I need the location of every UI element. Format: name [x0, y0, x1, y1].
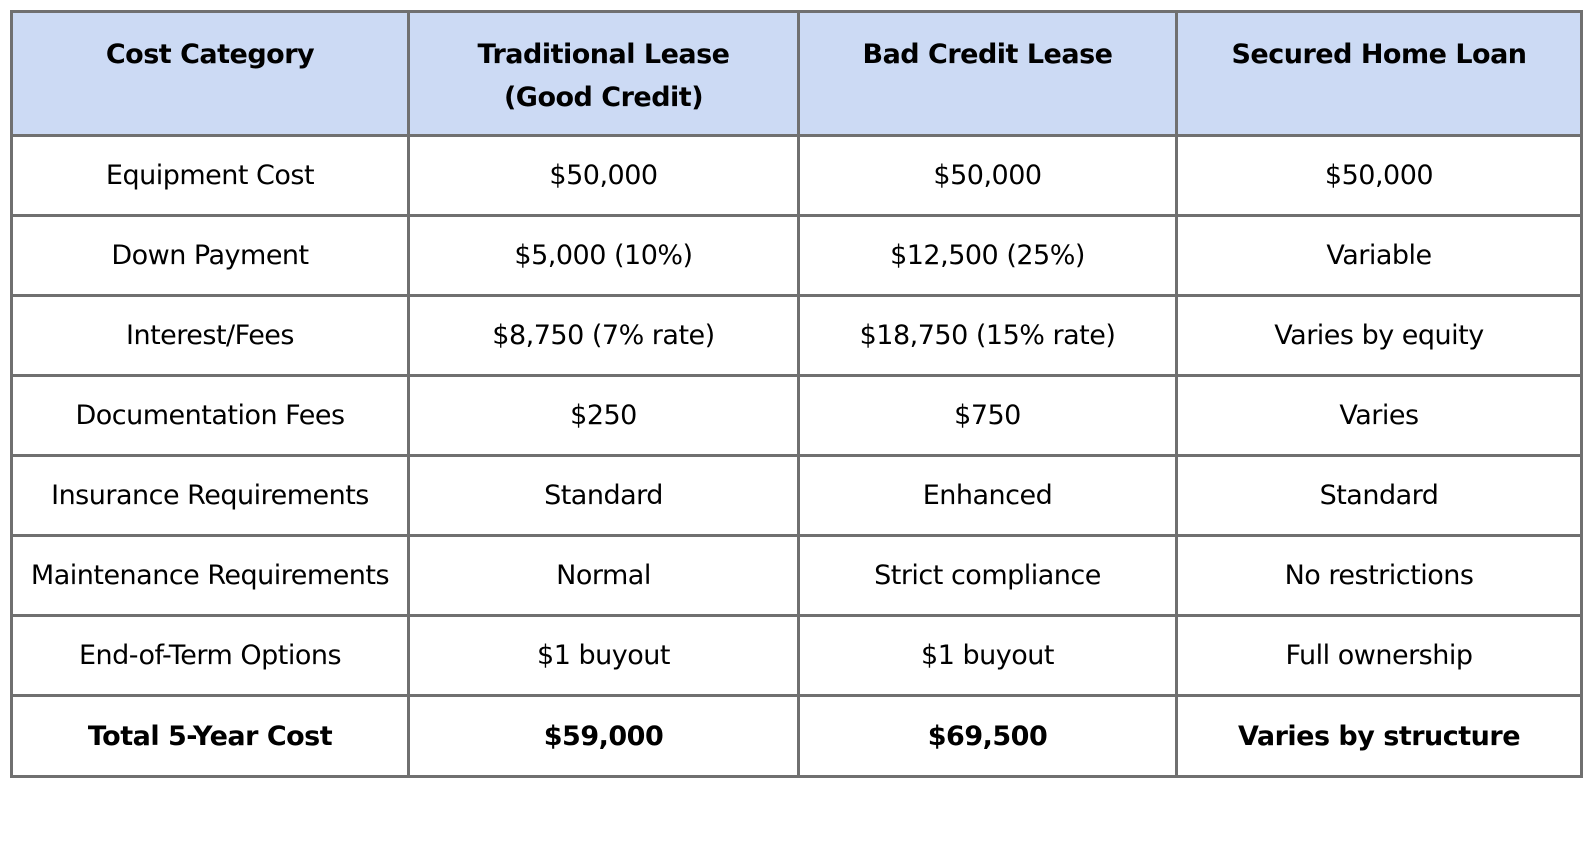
- cell-category: End-of-Term Options: [12, 616, 409, 696]
- cell-traditional: $50,000: [409, 136, 799, 216]
- cell-bad-credit: Strict compliance: [799, 536, 1177, 616]
- table-row: [12, 376, 1582, 456]
- cell-category: Documentation Fees: [12, 376, 409, 456]
- cell-traditional: $8,750 (7% rate): [409, 296, 799, 376]
- cell-home-loan: Full ownership: [1177, 616, 1582, 696]
- cell-category: Insurance Requirements: [12, 456, 409, 536]
- cell-bad-credit: $12,500 (25%): [799, 216, 1177, 296]
- cell-category-total: Total 5-Year Cost: [12, 696, 409, 777]
- header-cost-category: Cost Category: [12, 12, 409, 136]
- cell-category: Maintenance Requirements: [12, 536, 409, 616]
- table-row: [12, 216, 1582, 296]
- table-body: [12, 136, 1582, 777]
- header-bad-credit-lease: Bad Credit Lease: [799, 12, 1177, 136]
- cell-bad-credit: $1 buyout: [799, 616, 1177, 696]
- total-row: [12, 696, 1582, 777]
- cell-home-loan: Variable: [1177, 216, 1582, 296]
- table-row: [12, 536, 1582, 616]
- header-traditional-lease-line1: Traditional Lease: [477, 39, 730, 70]
- cell-traditional-total: $59,000: [409, 696, 799, 777]
- table-row: [12, 296, 1582, 376]
- header-traditional-lease: [409, 12, 799, 136]
- cell-home-loan: Varies by equity: [1177, 296, 1582, 376]
- table-row: [12, 616, 1582, 696]
- cell-home-loan: Standard: [1177, 456, 1582, 536]
- cell-traditional: Normal: [409, 536, 799, 616]
- cell-bad-credit: $50,000: [799, 136, 1177, 216]
- cell-traditional: $5,000 (10%): [409, 216, 799, 296]
- cell-bad-credit: $750: [799, 376, 1177, 456]
- cell-traditional: $1 buyout: [409, 616, 799, 696]
- cell-bad-credit: $18,750 (15% rate): [799, 296, 1177, 376]
- cell-bad-credit-total: $69,500: [799, 696, 1177, 777]
- cell-bad-credit: Enhanced: [799, 456, 1177, 536]
- cell-home-loan: $50,000: [1177, 136, 1582, 216]
- cell-category: Interest/Fees: [12, 296, 409, 376]
- header-row: [12, 12, 1582, 136]
- cell-category: Down Payment: [12, 216, 409, 296]
- table-row: [12, 456, 1582, 536]
- cell-home-loan: Varies: [1177, 376, 1582, 456]
- table-row: [12, 136, 1582, 216]
- header-secured-home-loan: Secured Home Loan: [1177, 12, 1582, 136]
- cell-category: Equipment Cost: [12, 136, 409, 216]
- cell-traditional: Standard: [409, 456, 799, 536]
- cell-home-loan-total: Varies by structure: [1177, 696, 1582, 777]
- header-traditional-lease-line2: (Good Credit): [503, 82, 704, 113]
- cell-traditional: $250: [409, 376, 799, 456]
- cell-home-loan: No restrictions: [1177, 536, 1582, 616]
- cost-comparison-table: [10, 10, 1583, 778]
- table-header: [12, 12, 1582, 136]
